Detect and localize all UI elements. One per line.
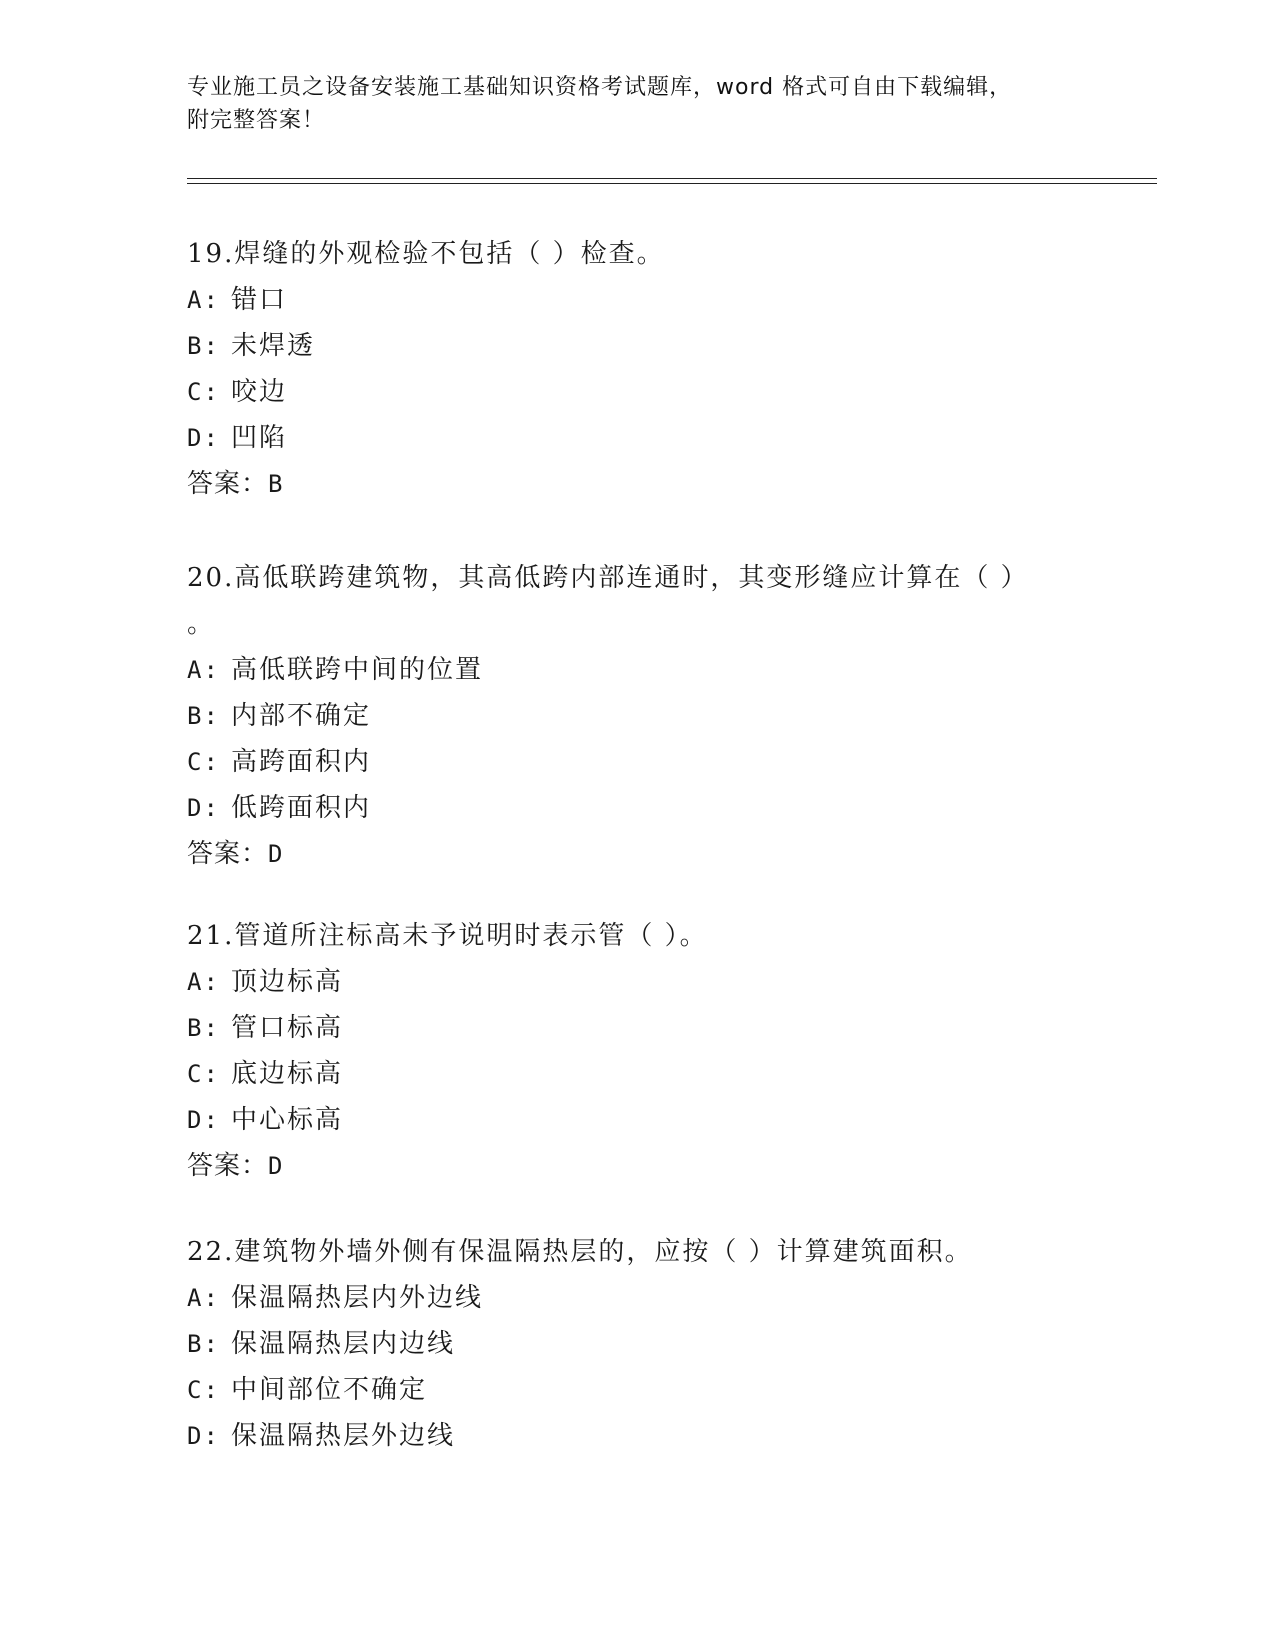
question-stem-continuation: 。 [187,609,216,639]
answer-line [187,461,1087,507]
answer-label: 答案： [187,469,269,499]
question-22 [187,1229,1087,1459]
option-letter: D: [187,794,220,822]
question-20 [187,555,1087,877]
answer-label: 答案： [187,1151,269,1181]
option-text: 底边标高 [231,1059,344,1089]
option-text: 内部不确定 [231,701,372,731]
question-stem: 22.建筑物外墙外侧有保温隔热层的，应按（ ）计算建筑面积。 [187,1237,973,1267]
option-d [187,785,1087,831]
option-a [187,959,1087,1005]
option-a [187,647,1087,693]
option-text: 高低联跨中间的位置 [231,655,484,685]
header-line-1: 专业施工员之设备安装施工基础知识资格考试题库，word 格式可自由下载编辑， [187,75,1013,100]
option-letter: D: [187,1106,220,1134]
option-b [187,323,1087,369]
header-divider-top [187,178,1157,179]
option-letter: C: [187,378,220,406]
answer-value: D [268,1152,284,1180]
option-c [187,369,1087,415]
question-19 [187,231,1087,507]
option-letter: C: [187,1060,220,1088]
answer-line [187,1143,1087,1189]
question-stem: 20.高低联跨建筑物，其高低跨内部连通时，其变形缝应计算在（ ） [187,563,1029,593]
option-text: 中间部位不确定 [231,1375,428,1405]
question-stem: 19.焊缝的外观检验不包括（ ）检查。 [187,239,665,269]
option-text: 管口标高 [231,1013,344,1043]
option-b [187,693,1087,739]
answer-value: B [268,470,284,498]
option-letter: C: [187,748,220,776]
option-text: 凹陷 [231,423,288,453]
option-letter: A: [187,286,220,314]
answer-line [187,831,1087,877]
option-letter: A: [187,968,220,996]
question-stem: 21.管道所注标高未予说明时表示管（ ）。 [187,921,708,951]
option-letter: B: [187,332,220,360]
option-letter: C: [187,1376,220,1404]
option-a [187,277,1087,323]
option-b [187,1005,1087,1051]
option-text: 错口 [231,285,288,315]
option-d [187,415,1087,461]
option-letter: B: [187,1330,220,1358]
header-divider-bottom [187,183,1157,184]
document-header [187,71,1087,137]
option-text: 保温隔热层内外边线 [231,1283,484,1313]
option-c [187,1367,1087,1413]
option-letter: D: [187,1422,220,1450]
header-line-2: 附完整答案！ [187,108,326,133]
question-21 [187,913,1087,1189]
option-text: 保温隔热层外边线 [231,1421,456,1451]
option-text: 咬边 [231,377,288,407]
option-letter: A: [187,1284,220,1312]
option-text: 保温隔热层内边线 [231,1329,456,1359]
option-text: 中心标高 [231,1105,344,1135]
option-b [187,1321,1087,1367]
option-letter: B: [187,702,220,730]
option-letter: B: [187,1014,220,1042]
option-text: 低跨面积内 [231,793,372,823]
option-text: 顶边标高 [231,967,344,997]
answer-label: 答案： [187,839,269,869]
option-letter: A: [187,656,220,684]
option-a [187,1275,1087,1321]
option-letter: D: [187,424,220,452]
answer-value: D [268,840,284,868]
option-d [187,1097,1087,1143]
option-c [187,1051,1087,1097]
option-text: 未焊透 [231,331,316,361]
option-c [187,739,1087,785]
option-d [187,1413,1087,1459]
option-text: 高跨面积内 [231,747,372,777]
